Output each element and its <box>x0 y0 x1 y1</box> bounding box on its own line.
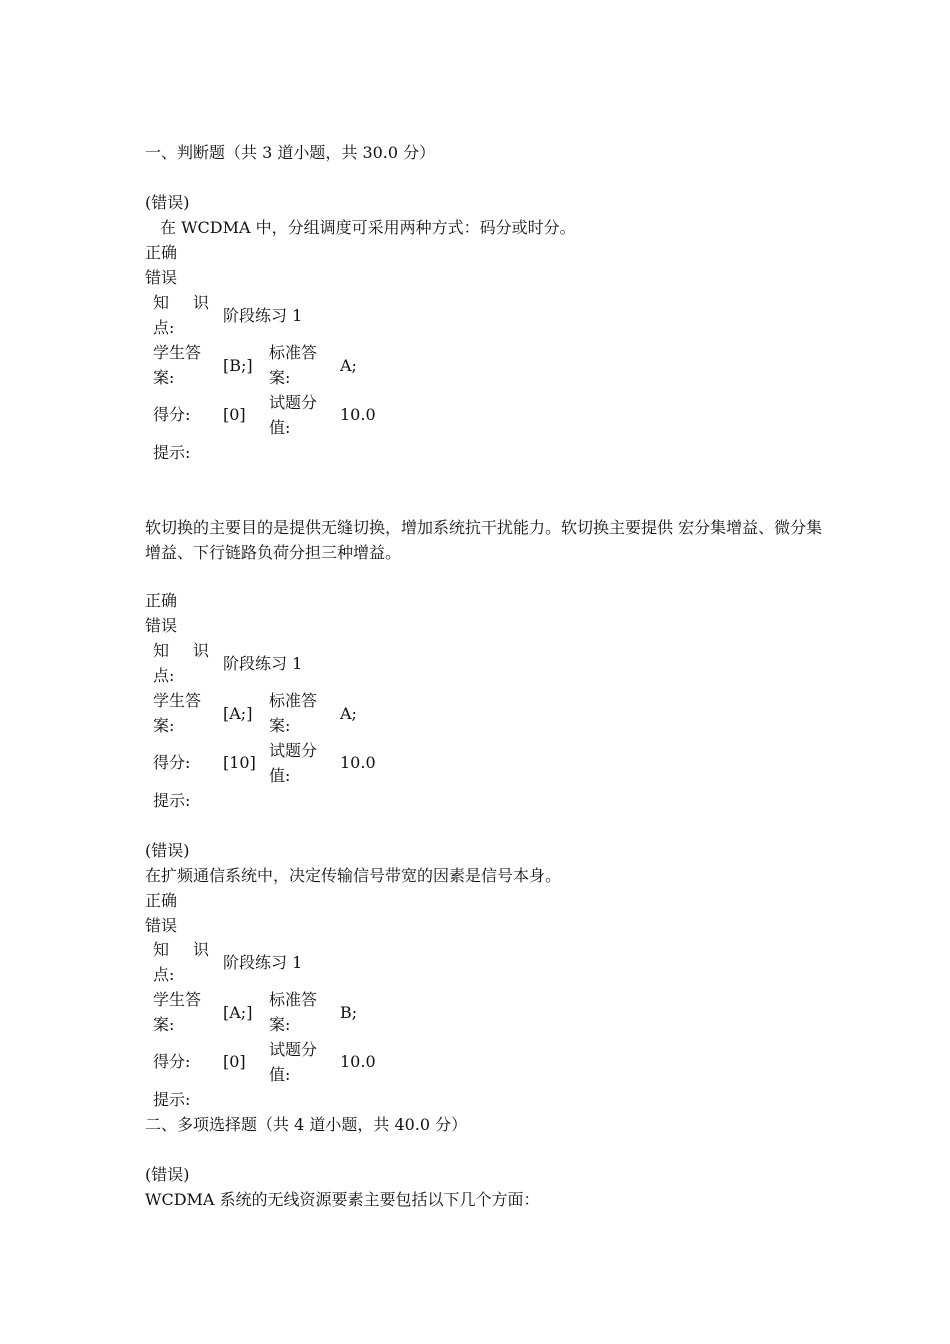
section-title: 二、多项选择题（共 4 道小题，共 40.0 分） <box>145 1115 468 1134</box>
standard-answer-label-2: 案: <box>269 368 291 387</box>
knowledge-label-2: 点: <box>153 318 175 337</box>
question-value: 10.0 <box>340 753 376 772</box>
knowledge-label-2: 点: <box>153 666 175 685</box>
question-value-label-2: 值: <box>269 1065 291 1084</box>
knowledge-value: 阶段练习 1 <box>223 654 303 673</box>
score-label: 得分: <box>153 405 191 424</box>
student-answer-label: 学生答 <box>153 990 202 1009</box>
hint-label: 提示: <box>153 443 191 462</box>
student-answer-value: [A;] <box>223 1003 253 1022</box>
question-value-label-2: 值: <box>269 418 291 437</box>
student-answer-value: [B;] <box>223 356 253 375</box>
question-text: 在 WCDMA 中，分组调度可采用两种方式：码分或时分。 <box>160 218 576 237</box>
option-true[interactable]: 正确 <box>145 891 178 910</box>
score-label: 得分: <box>153 753 191 772</box>
student-answer-label-2: 案: <box>153 368 175 387</box>
score-value: [10] <box>223 753 256 772</box>
question-text: 在扩频通信系统中，决定传输信号带宽的因素是信号本身。 <box>145 866 562 885</box>
student-answer-value: [A;] <box>223 704 253 723</box>
answer-info-table <box>145 290 385 465</box>
knowledge-label: 知 识 <box>153 940 209 959</box>
question-value-label-2: 值: <box>269 766 291 785</box>
standard-answer-label-2: 案: <box>269 1015 291 1034</box>
question-status: (错误) <box>145 193 190 212</box>
answer-info-table <box>145 937 385 1112</box>
option-true[interactable]: 正确 <box>145 243 178 262</box>
score-value: [0] <box>223 1052 246 1071</box>
score-label: 得分: <box>153 1052 191 1071</box>
option-false[interactable]: 错误 <box>145 916 178 935</box>
option-true[interactable]: 正确 <box>145 591 178 610</box>
question-status: (错误) <box>145 1165 190 1184</box>
question-value-label: 试题分 <box>269 741 318 760</box>
knowledge-value: 阶段练习 1 <box>223 306 303 325</box>
standard-answer-label: 标准答 <box>269 691 318 710</box>
option-false[interactable]: 错误 <box>145 268 178 287</box>
hint-label: 提示: <box>153 791 191 810</box>
student-answer-label: 学生答 <box>153 343 202 362</box>
knowledge-label-2: 点: <box>153 965 175 984</box>
question-text: 软切换的主要目的是提供无缝切换，增加系统抗干扰能力。软切换主要提供 宏分集增益、微分集增益、下行链路负荷分担三种增益。 <box>145 518 823 562</box>
knowledge-label: 知 识 <box>153 641 209 660</box>
student-answer-label-2: 案: <box>153 716 175 735</box>
knowledge-value: 阶段练习 1 <box>223 953 303 972</box>
standard-answer-value: A; <box>340 704 357 723</box>
question-value-label: 试题分 <box>269 1040 318 1059</box>
section-title: 一、判断题（共 3 道小题，共 30.0 分） <box>145 143 436 162</box>
standard-answer-value: A; <box>340 356 357 375</box>
question-value: 10.0 <box>340 405 376 424</box>
question-text: WCDMA 系统的无线资源要素主要包括以下几个方面： <box>145 1190 540 1209</box>
standard-answer-label: 标准答 <box>269 990 318 1009</box>
student-answer-label: 学生答 <box>153 691 202 710</box>
question-value: 10.0 <box>340 1052 376 1071</box>
question-status: (错误) <box>145 841 190 860</box>
question-value-label: 试题分 <box>269 393 318 412</box>
student-answer-label-2: 案: <box>153 1015 175 1034</box>
score-value: [0] <box>223 405 246 424</box>
hint-label: 提示: <box>153 1090 191 1109</box>
standard-answer-label-2: 案: <box>269 716 291 735</box>
answer-info-table <box>145 638 385 813</box>
knowledge-label: 知 识 <box>153 293 209 312</box>
standard-answer-value: B; <box>340 1003 358 1022</box>
standard-answer-label: 标准答 <box>269 343 318 362</box>
option-false[interactable]: 错误 <box>145 616 178 635</box>
